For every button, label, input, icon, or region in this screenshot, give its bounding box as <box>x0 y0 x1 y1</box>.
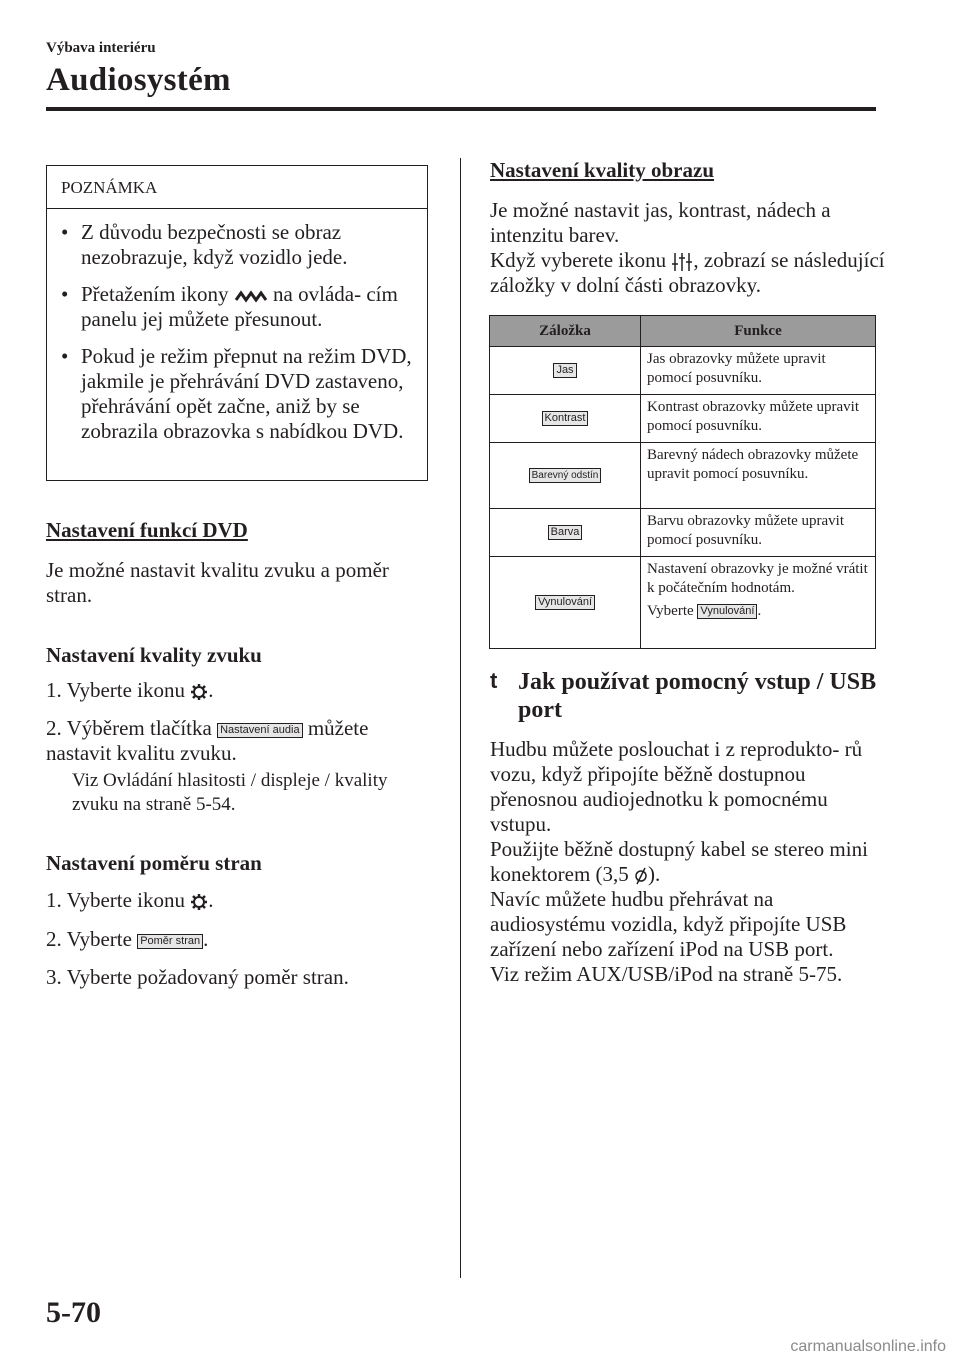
table-row: Vynulování Nastavení obrazovky je možné vrátit k počátečním hodnotám. Vyberte Vynulování . <box>490 557 876 649</box>
bullet-icon: • <box>61 344 69 368</box>
sound-subtitle: Nastavení kvality zvuku <box>46 643 262 667</box>
table-row: Barevný odstín Barevný nádech obrazovky můžete upravit pomocí posuvníku. <box>490 443 876 509</box>
title-rule <box>46 107 876 111</box>
column-divider <box>460 158 461 1278</box>
sound-step-1: 1. Vyberte ikonu . <box>46 678 214 702</box>
page-title: Audiosystém <box>46 62 231 98</box>
dvd-intro: Je možné nastavit kvalitu zvuku a poměr stran. <box>46 558 389 607</box>
tab-color[interactable]: Barva <box>548 525 583 540</box>
chapter-label: Výbava interiéru <box>46 40 156 56</box>
aux-section-title: Jak používat pomocný vstup / USB port <box>518 669 877 723</box>
bullet-icon: • <box>61 220 69 244</box>
dvd-section-title: Nastavení funkcí DVD <box>46 518 248 542</box>
tab-contrast[interactable]: Kontrast <box>542 411 589 426</box>
aux-reference: Viz režim AUX/USB/iPod na straně 5-75. <box>490 962 843 986</box>
table-row: Kontrast Kontrast obrazovky můžete upravit pomocí posuvníku. <box>490 395 876 443</box>
tab-reset[interactable]: Vynulování <box>535 595 595 610</box>
table-header-function: Funkce <box>641 316 876 347</box>
settings-icon <box>190 683 208 701</box>
note-box <box>46 165 428 481</box>
sound-step-2: 2. Výběrem tlačítka Nastavení audia můžete nastavit kvalitu zvuku. <box>46 716 369 765</box>
aspect-step-3: 3. Vyberte požadovaný poměr stran. <box>46 965 349 989</box>
diameter-icon <box>634 867 648 885</box>
drag-handle-icon <box>234 289 268 303</box>
aspect-ratio-button[interactable]: Poměr stran <box>137 934 203 949</box>
table-row: Jas Jas obrazovky můžete upravit pomocí posuvníku. <box>490 347 876 395</box>
note-bullet-2: • Přetažením ikony na ovláda- cím panelu jej můžete přesunout. <box>61 282 398 331</box>
audio-settings-button[interactable]: Nastavení audia <box>217 723 303 738</box>
note-heading: POZNÁMKA <box>47 166 427 209</box>
picture-intro: Je možné nastavit jas, kontrast, nádech a intenzitu barev. <box>490 198 831 247</box>
aux-paragraph-1: Hudbu můžete poslouchat i z reprodukto- rů vozu, když připojíte běžně dostupnou přenosnou audiojednotku k pomocnému vstupu. <box>490 737 863 836</box>
aspect-step-2: 2. Vyberte Poměr stran . <box>46 927 209 951</box>
picture-instructions: Když vyberete ikonu , zobrazí se následující záložky v dolní části obrazovky. <box>490 248 885 297</box>
table-header-tab: Záložka <box>490 316 641 347</box>
aspect-step-1: 1. Vyberte ikonu . <box>46 888 214 912</box>
sound-reference: Viz Ovládání hlasitosti / displeje / kvality zvuku na straně 5-54. <box>72 770 388 815</box>
aspect-subtitle: Nastavení poměru stran <box>46 851 262 875</box>
tab-tint[interactable]: Barevný odstín <box>529 468 602 483</box>
watermark: carmanualsonline.info <box>790 1338 946 1355</box>
note-bullet-1: • Z důvodu bezpečnosti se obraz nezobrazuje, když vozidlo jede. <box>61 220 348 269</box>
bullet-icon: • <box>61 282 69 306</box>
page-number: 5-70 <box>46 1296 101 1329</box>
aux-paragraph-3: Navíc můžete hudbu přehrávat na audiosystému vozidla, když připojíte USB zařízení nebo zařízení iPod na USB port. <box>490 887 847 961</box>
settings-icon <box>190 893 208 911</box>
aux-paragraph-2: Použijte běžně dostupný kabel se stereo mini konektorem (3,5 ). <box>490 837 868 886</box>
section-marker: t <box>490 668 498 693</box>
picture-tabs-table <box>489 315 876 649</box>
picture-section-title: Nastavení kvality obrazu <box>490 158 715 182</box>
tab-brightness[interactable]: Jas <box>553 363 576 378</box>
picture-adjust-icon <box>671 252 693 272</box>
table-row: Barva Barvu obrazovky můžete upravit pomocí posuvníku. <box>490 509 876 557</box>
reset-button[interactable]: Vynulování <box>697 604 757 619</box>
note-bullet-3: • Pokud je režim přepnut na režim DVD, jakmile je přehrávání DVD zastaveno, přehrávání opět začne, aniž by se zobrazila obrazovka s nabídkou DVD. <box>61 344 412 443</box>
